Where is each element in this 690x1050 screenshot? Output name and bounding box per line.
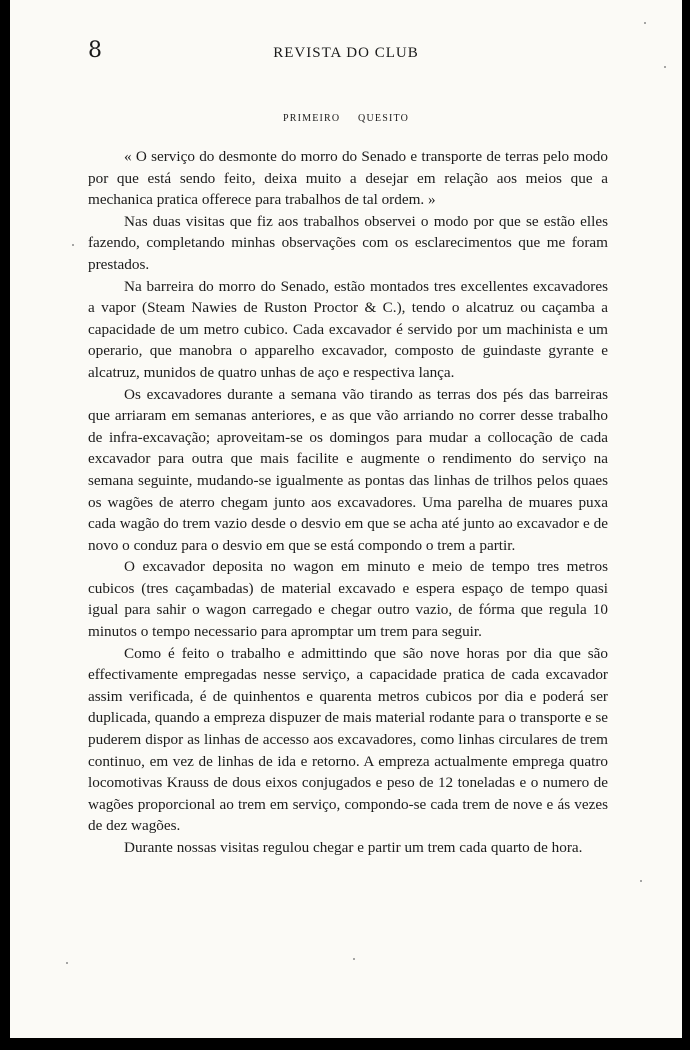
page: [10, 0, 682, 1038]
paper-speck: [640, 880, 642, 882]
section-title: PRIMEIRO QUESITO: [282, 113, 410, 124]
paper-speck: [353, 958, 355, 960]
running-title: REVISTA DO CLUB: [273, 45, 419, 61]
paper-speck: [644, 22, 646, 24]
paragraph: Como é feito o trabalho e admittindo que são nove horas por dia que são effectivamente empregadas nesse serviço, a capacidade pratica de cada excavador assim verificada, é de quinhentos e quarenta metros cubicos por dia e poderá ser duplicada, quando a empreza dispuzer de mais material rodante para o transporte e se puderem dispor as linhas de accesso aos excavadores, como linhas circulares de trem continuo, em vez de linhas de ida e retorno. A empreza actualmente emprega quatro locomotivas Krauss de dous eixos conjugados e peso de 12 toneladas e o numero de wagões proporcional ao trem em serviço, compondo-se cada trem de nove e ás vezes de dez wagões.: [88, 644, 608, 835]
paragraph: O excavador deposita no wagon em minuto e meio de tempo tres metros cubicos (tres caçambadas) de material excavado e espera espaço de tempo quasi igual para sahir o wagon carregado e chegar outro vazio, de fórma que regula 10 minutos o tempo necessario para apromptar um trem para seguir.: [88, 558, 608, 641]
paragraph: « O serviço do desmonte do morro do Senado e transporte de terras pelo modo por que está sendo feito, deixa muito a desejar em relação aos meios que a mechanica pratica offerece para trabalhos de tal ordem. »: [88, 148, 608, 209]
paragraph: Os excavadores durante a semana vão tirando as terras dos pés das barreiras que arriaram em semanas anteriores, e as que vão arriando no correr desse trabalho de infra-excavação; aproveitam-se os domingos para mudar a collocação de cada excavador para outra que mais facilite e augmente o rendimento do serviço na semana seguinte, mudando-se igualmente as pontas das linhas de trilhos pelos quaes os wagões de aterro chegam junto aos excavadores. Uma parelha de muares puxa cada wagão do trem vazio desde o desvio em que se acha até junto ao excavador e de novo o conduz para o desvio em que se está compondo o trem a partir.: [88, 385, 608, 554]
page-number: 8: [88, 38, 102, 63]
paragraph: Nas duas visitas que fiz aos trabalhos observei o modo por que se estão elles fazendo, completando minhas observações com os esclarecimentos que me foram prestados.: [88, 212, 608, 273]
paragraph: Na barreira do morro do Senado, estão montados tres excellentes excavadores a vapor (Steam Nawies de Ruston Proctor & C.), tendo o alcatruz ou caçamba a capacidade de um metro cubico. Cada excavador é servido por um machinista e um operario, que manobra o apparelho excavador, composto de guindaste gyrante e alcatruz, munidos de quatro unhas de aço e respectiva lança.: [88, 277, 608, 381]
body-text: [88, 146, 608, 859]
paper-speck: [664, 66, 666, 68]
paragraph: Durante nossas visitas regulou chegar e partir um trem cada quarto de hora.: [124, 839, 583, 856]
paper-speck: [66, 962, 68, 964]
paper-speck: [72, 244, 74, 246]
